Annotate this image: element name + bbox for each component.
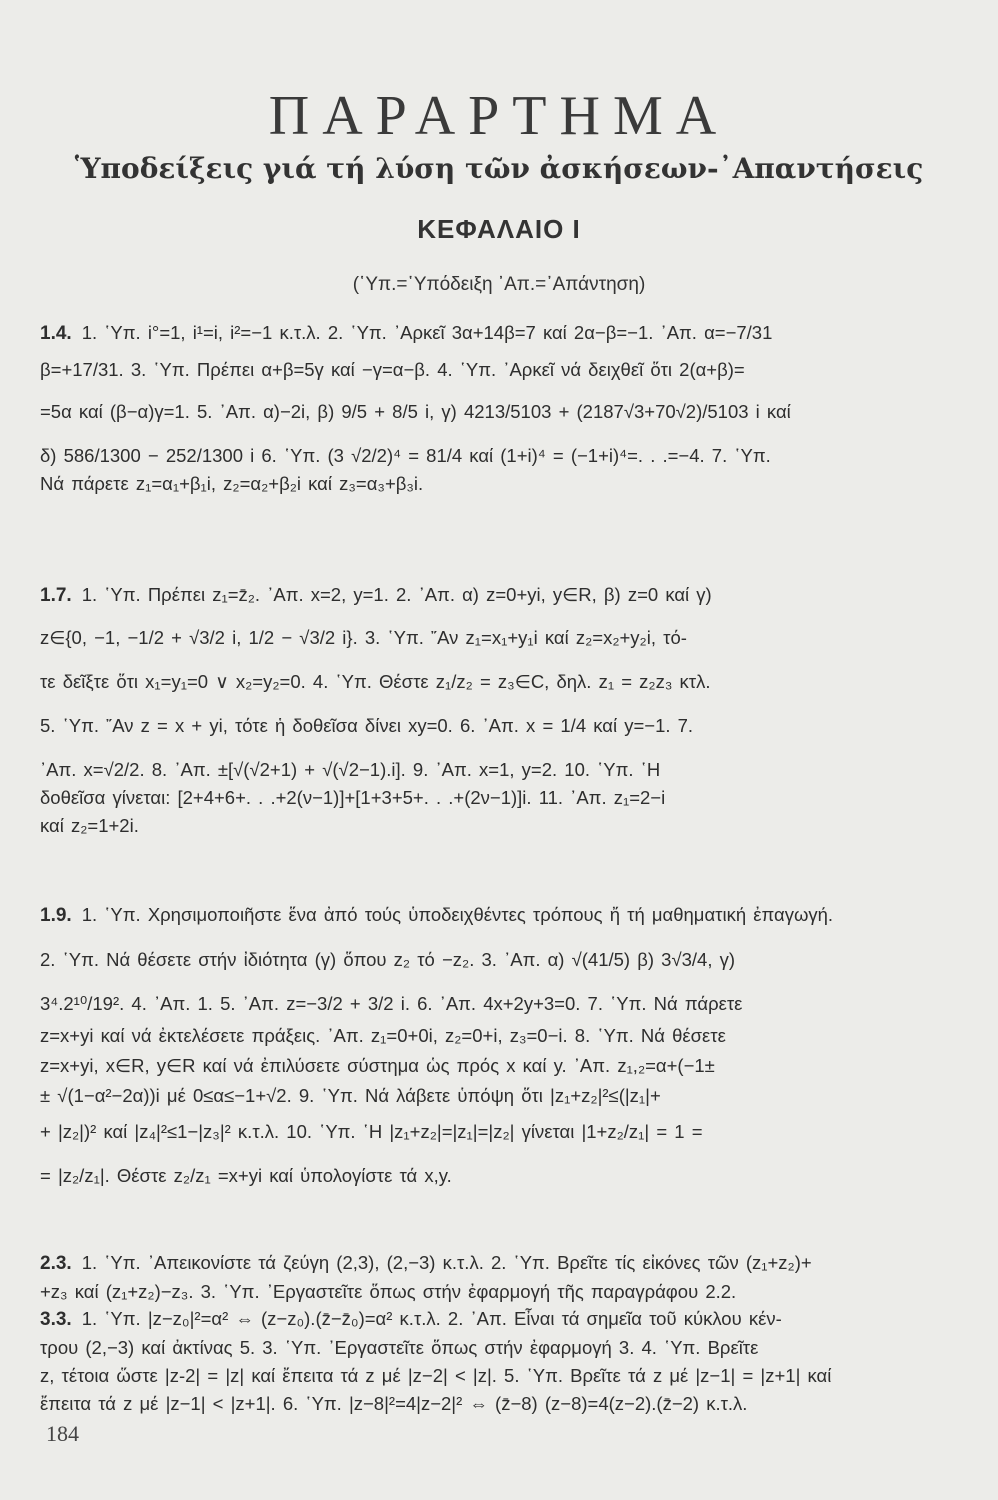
text-line: ± √(1−α²−2α))i μέ 0≤α≤−1+√2. 9. ῾Υπ. Νά λάβετε ὑπόψη ὅτι |z₁+z₂|²≤(|z₁|+: [40, 1085, 661, 1106]
text-line: z, τέτοια ὥστε |z-2| = |z| καί ἔπειτα τά z μέ |z−2| < |z|. 5. ῾Υπ. Βρεῖτε τά z μέ |z−1| = |z+1| καί: [40, 1365, 832, 1386]
text-line: 1. ῾Υπ. ᾽Απεικονίστε τά ζεύγη (2,3), (2,−3) κ.τ.λ. 2. ῾Υπ. Βρεῖτε τίς εἰκόνες τῶν (z₁+z₂)+: [81, 1252, 812, 1273]
text-line: ᾽Απ. x=√2/2. 8. ᾽Απ. ±[√(√2+1) + √(√2−1).i]. 9. ᾽Απ. x=1, y=2. 10. ῾Υπ. ῾Η: [40, 759, 661, 780]
text-line: 1. ῾Υπ. i°=1, i¹=i, i²=−1 κ.τ.λ. 2. ῾Υπ. ᾽Αρκεῖ 3α+14β=7 καί 2α−β=−1. ᾽Απ. α=−7/31: [81, 322, 773, 343]
text-line: =5α καί (β−α)γ=1. 5. ᾽Απ. α)−2i, β) 9/5 + 8/5 i, γ) 4213/5103 + (2187√3+70√2)/5103 i καί: [40, 401, 791, 422]
section-number: 1.7.: [40, 585, 72, 606]
text-line: τε δεῖξτε ὅτι x₁=y₁=0 ∨ x₂=y₂=0. 4. ῾Υπ. Θέστε z₁/z₂ = z₃∈C, δηλ. z₁ = z₂z₃ κτλ.: [40, 671, 711, 692]
text-line: ἔπειτα τά z μέ |z−1| < |z+1|. 6. ῾Υπ. |z−8|²=4|z−2|² ⇔ (z̄−8) (z−8)=4(z−2).(z̄−2) κ.τ.λ.: [40, 1393, 748, 1414]
text-line: δοθεῖσα γίνεται: [2+4+6+. . .+2(ν−1)]+[1+3+5+. . .+(2ν−1)]i. 11. ᾽Απ. z₁=2−i: [40, 787, 666, 808]
text-line: δ) 586/1300 − 252/1300 i 6. ῾Υπ. (3 √2/2)⁴ = 81/4 καί (1+i)⁴ = (−1+i)⁴=. . .=−4. 7. ῾Υπ.: [40, 445, 771, 466]
section-number: 2.3.: [40, 1253, 72, 1274]
section-1-7: [40, 584, 900, 837]
text-line: 1. ῾Υπ. Χρησιμοποιῆστε ἕνα ἀπό τούς ὑποδειχθέντες τρόπους ἤ τή μαθηματική ἐπαγωγή.: [81, 904, 834, 925]
text-line: καί z₂=1+2i.: [40, 815, 139, 836]
abbreviation-legend: (῾Υπ.=῾Υπόδειξη ᾽Απ.=᾽Απάντηση): [352, 274, 646, 295]
appendix-title: ΠΑΡΑΡΤΗΜΑ: [268, 85, 730, 147]
section-1-9: [40, 904, 900, 1187]
section-number: 3.3.: [40, 1309, 72, 1330]
page-number: 184: [46, 1421, 79, 1446]
text-line: + |z₂|)² καί |z₄|²≤1−|z₃|² κ.τ.λ. 10. ῾Υπ. ῾Η |z₁+z₂|=|z₁|=|z₂| γίνεται |1+z₂/z₁| = 1 =: [40, 1121, 703, 1142]
section-3-3: [40, 1308, 900, 1415]
section-number: 1.4.: [40, 323, 72, 344]
text-line: 3⁴.2¹⁰/19². 4. ᾽Απ. 1. 5. ᾽Απ. z=−3/2 + 3/2 i. 6. ᾽Απ. 4x+2y+3=0. 7. ῾Υπ. Νά πάρετε: [40, 993, 743, 1014]
section-number: 1.9.: [40, 905, 72, 926]
text-line: 5. ῾Υπ. ῎Αν z = x + yi, τότε ἡ δοθεῖσα δίνει xy=0. 6. ᾽Απ. x = 1/4 καί y=−1. 7.: [40, 715, 694, 736]
appendix-subtitle: Ὑποδείξεις γιά τή λύση τῶν ἀσκήσεων-᾽Απαντήσεις: [74, 152, 924, 185]
text-line: = |z₂/z₁|. Θέστε z₂/z₁ =x+yi καί ὑπολογίστε τά x,y.: [40, 1165, 452, 1186]
chapter-heading: ΚΕΦΑΛΑΙΟ Ι: [417, 214, 581, 244]
text-line: Νά πάρετε z₁=α₁+β₁i, z₂=α₂+β₂i καί z₃=α₃+β₃i.: [40, 473, 424, 494]
section-1-4: [40, 322, 900, 495]
text-line: z=x+yi καί νά ἐκτελέσετε πράξεις. ᾽Απ. z₁=0+0i, z₂=0+i, z₃=0−i. 8. ῾Υπ. Νά θέσετε: [40, 1025, 726, 1046]
text-line: 1. ῾Υπ. Πρέπει z₁=z̄₂. ᾽Απ. x=2, y=1. 2. ᾽Απ. α) z=0+yi, y∈R, β) z=0 καί γ): [81, 584, 712, 605]
text-line: β=+17/31. 3. ῾Υπ. Πρέπει α+β=5γ καί −γ=α−β. 4. ῾Υπ. ᾽Αρκεῖ νά δειχθεῖ ὅτι 2(α+β)=: [40, 359, 745, 380]
text-line: 1. ῾Υπ. |z−z₀|²=α² ⇔ (z−z₀).(z̄−z̄₀)=α² κ.τ.λ. 2. ᾽Απ. Εἶναι τά σημεῖα τοῦ κύκλου κέν-: [81, 1308, 782, 1329]
text-line: 2. ῾Υπ. Νά θέσετε στήν ἰδιότητα (γ) ὅπου z₂ τό −z₂. 3. ᾽Απ. α) √(41/5) β) 3√3/4, γ): [40, 949, 736, 970]
text-line: τρου (2,−3) καί ἀκτίνας 5. 3. ῾Υπ. ᾽Εργαστεῖτε ὅπως στήν ἐφαρμογή 3. 4. ῾Υπ. Βρεῖτε: [40, 1337, 759, 1358]
text-line: z=x+yi, x∈R, y∈R καί νά ἐπιλύσετε σύστημα ὡς πρός x καί y. ᾽Απ. z₁,₂=α+(−1±: [40, 1055, 715, 1076]
section-2-3: [40, 1252, 900, 1303]
text-line: +z₃ καί (z₁+z₂)−z₃. 3. ῾Υπ. ᾽Εργαστεῖτε ὅπως στήν ἐφαρμογή τῆς παραγράφου 2.2.: [40, 1281, 737, 1302]
text-line: z∈{0, −1, −1/2 + √3/2 i, 1/2 − √3/2 i}. 3. ῾Υπ. ῎Αν z₁=x₁+y₁i καί z₂=x₂+y₂i, τό-: [40, 627, 687, 648]
